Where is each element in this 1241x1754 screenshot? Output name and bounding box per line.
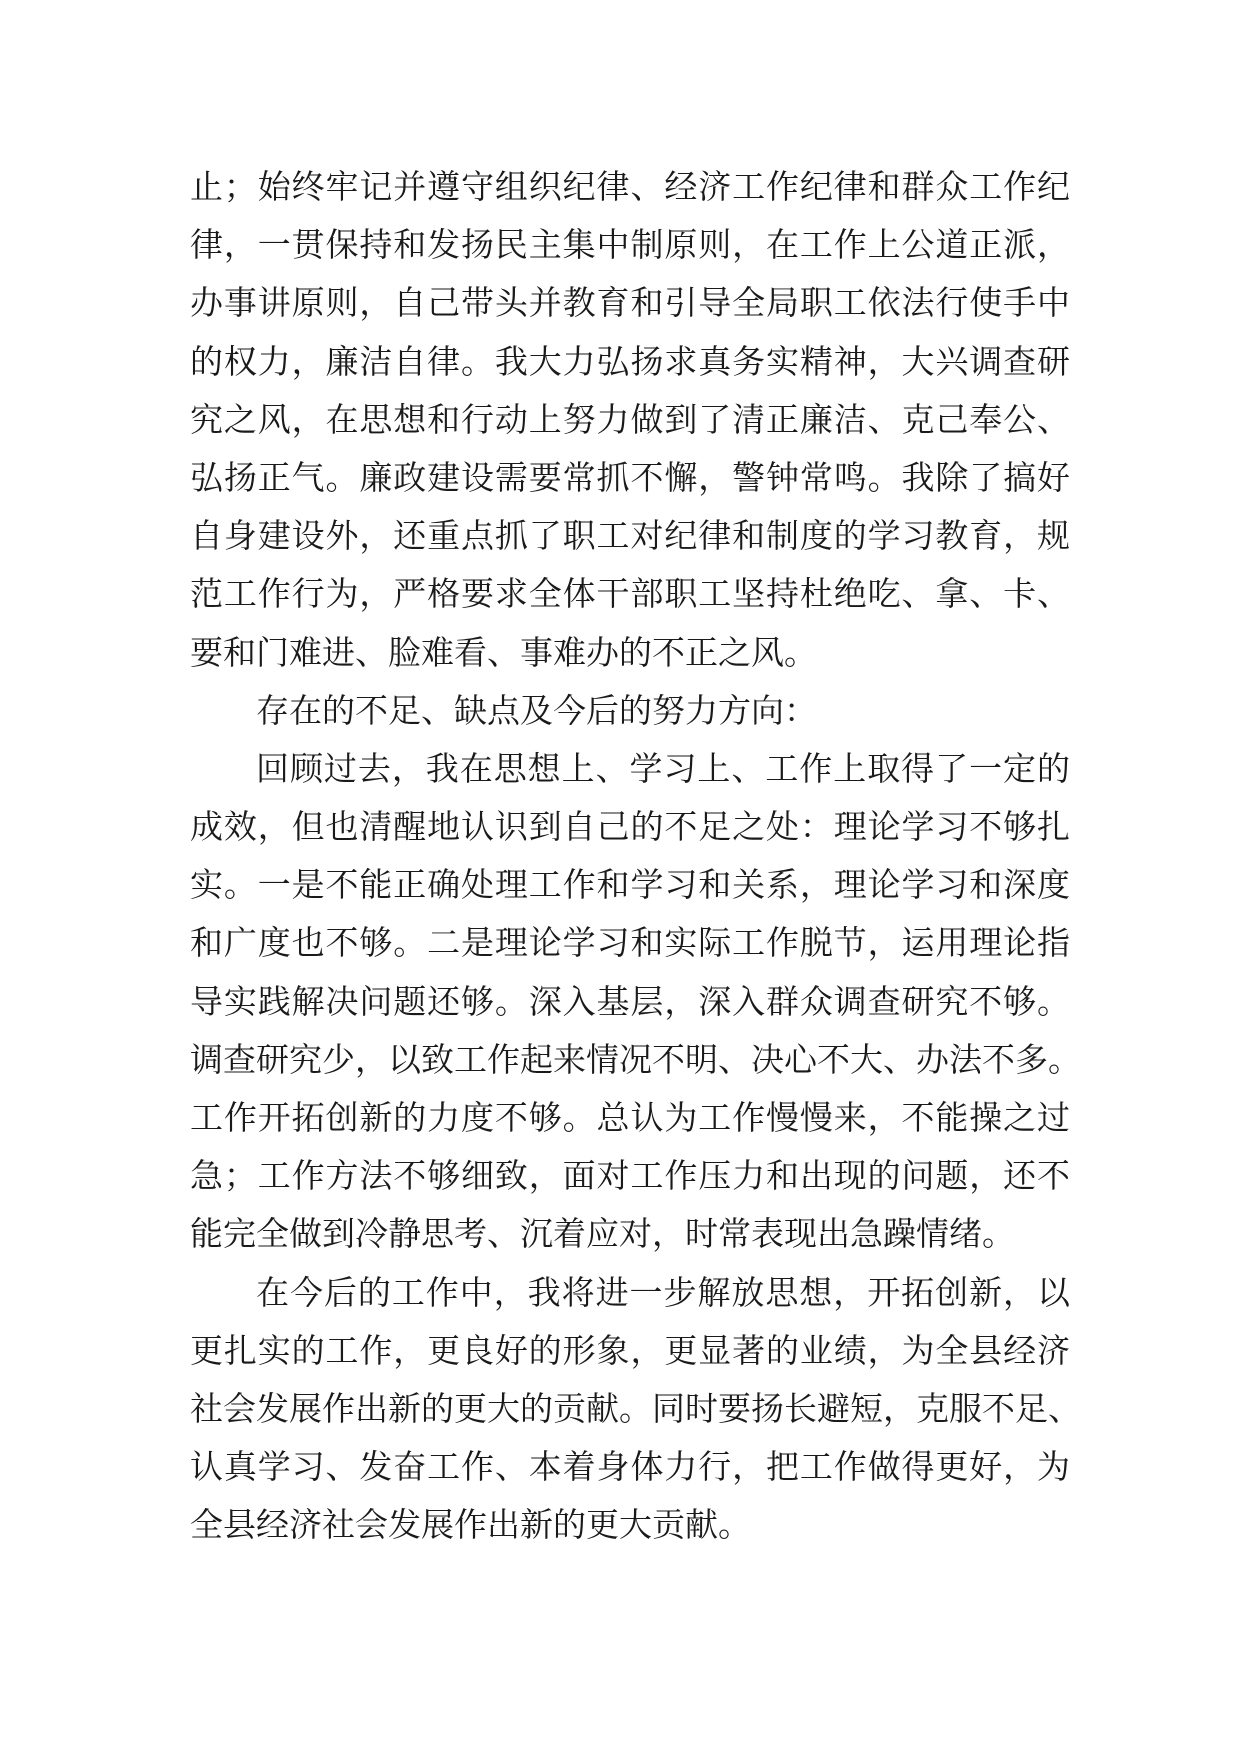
paragraph-1-line-3: 办事讲原则，自己带头并教育和引导全局职工依法行使手中 <box>190 283 1070 323</box>
paragraph-1-line-4: 的权力，廉洁自律。我大力弘扬求真务实精神，大兴调查研 <box>190 341 1070 381</box>
paragraph-1-line-6: 弘扬正气。廉政建设需要常抓不懈，警钟常鸣。我除了搞好 <box>190 457 1070 497</box>
paragraph-3-line-2: 成效，但也清醒地认识到自己的不足之处：理论学习不够扎 <box>190 807 1070 847</box>
paragraph-1-line-2: 律，一贯保持和发扬民主集中制原则，在工作上公道正派， <box>190 225 1070 265</box>
paragraph-4-line-2: 更扎实的工作，更良好的形象，更显著的业绩，为全县经济 <box>190 1330 1070 1370</box>
section-heading: 存在的不足、缺点及今后的努力方向： <box>256 690 817 730</box>
paragraph-3-line-8: 急；工作方法不够细致，面对工作压力和出现的问题，还不 <box>190 1156 1070 1196</box>
paragraph-3-line-7: 工作开拓创新的力度不够。总认为工作慢慢来，不能操之过 <box>190 1098 1070 1137</box>
paragraph-4-line-4: 认真学习、发奋工作、本着身体力行，把工作做得更好，为 <box>190 1447 1070 1487</box>
paragraph-3-line-1: 回顾过去，我在思想上、学习上、工作上取得了一定的 <box>256 748 1070 788</box>
paragraph-4-line-1: 在今后的工作中，我将进一步解放思想，开拓创新，以 <box>256 1272 1070 1312</box>
paragraph-1-line-8: 范工作行为，严格要求全体干部职工坚持杜绝吃、拿、卡、 <box>190 574 1070 614</box>
paragraph-3-line-3: 实。一是不能正确处理工作和学习和关系，理论学习和深度 <box>190 865 1070 905</box>
body-text <box>190 158 1081 1555</box>
paragraph-1-line-9: 要和门难进、脸难看、事难办的不正之风。 <box>190 632 817 672</box>
paragraph-1-line-1: 止；始终牢记并遵守组织纪律、经济工作纪律和群众工作纪 <box>190 167 1070 206</box>
paragraph-3-line-4: 和广度也不够。二是理论学习和实际工作脱节，运用理论指 <box>190 923 1070 963</box>
paragraph-3-line-6: 调查研究少，以致工作起来情况不明、决心不大、办法不多。 <box>190 1039 1081 1079</box>
paragraph-4-line-5: 全县经济社会发展作出新的更大贡献。 <box>190 1505 751 1545</box>
paragraph-1-line-7: 自身建设外，还重点抓了职工对纪律和制度的学习教育，规 <box>190 516 1070 556</box>
paragraph-3-line-9: 能完全做到冷静思考、沉着应对，时常表现出急躁情绪。 <box>190 1214 1015 1254</box>
paragraph-1-line-5: 究之风，在思想和行动上努力做到了清正廉洁、克己奉公、 <box>190 399 1070 439</box>
paragraph-3-line-5: 导实践解决问题还够。深入基层，深入群众调查研究不够。 <box>190 981 1070 1021</box>
paragraph-4-line-3: 社会发展作出新的更大的贡献。同时要扬长避短，克服不足、 <box>190 1388 1081 1428</box>
